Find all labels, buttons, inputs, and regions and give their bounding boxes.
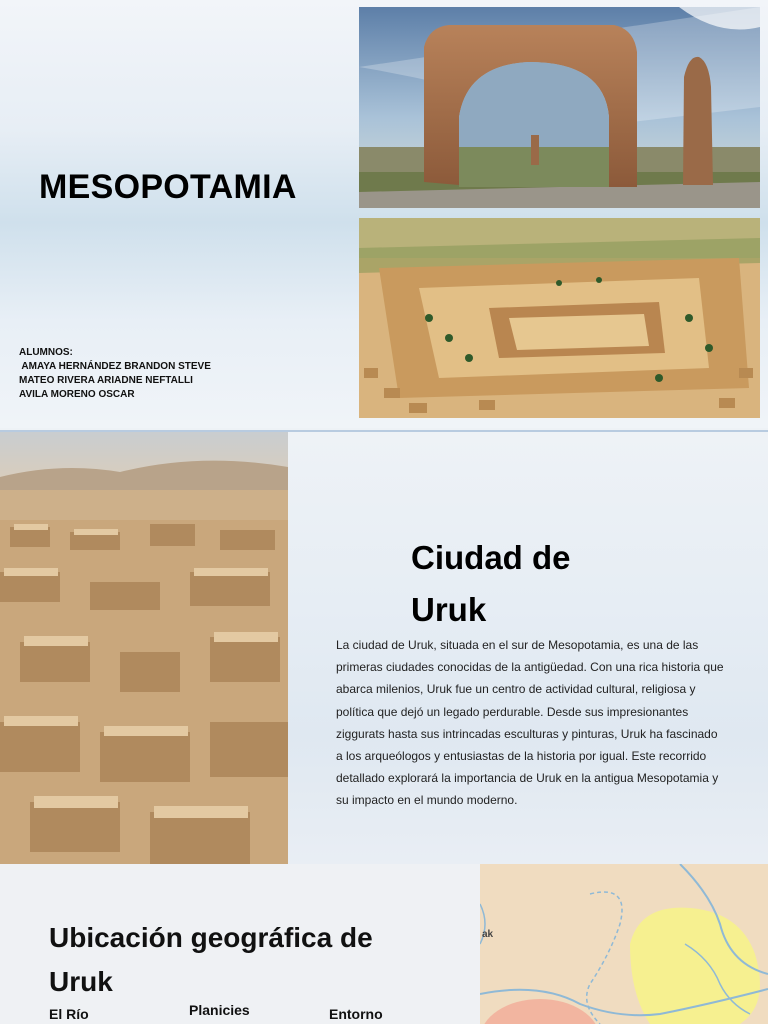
student-name: AVILA MORENO OSCAR xyxy=(19,389,135,400)
location-slide xyxy=(0,864,768,1024)
students-list xyxy=(19,346,211,402)
ancient-arch-photo xyxy=(359,7,760,208)
column-heading-river: El Río xyxy=(49,1006,89,1022)
column-heading-environment: Entorno xyxy=(329,1006,383,1022)
slide-body-text: La ciudad de Uruk, situada en el sur de Mesopotamia, es una de las primeras ciudades conocidas de la antigüedad. Con una rica historia que abarca milenios, Uruk fue un centro de actividad cultural, religiosa y política que dejó un legado perdurable. Desde sus impresionantes ziggurats hasta sus intrincadas esculturas y pinturas, Uruk ha fascinado a los arqueólogos y entusiastas de la historia por igual. Este recorrido detallado explorará la importancia de Uruk en la antigua Mesopotamia y su impacto en el mundo moderno. xyxy=(336,638,724,808)
title-line: Ubicación geográfica de xyxy=(49,922,373,953)
title-line: Uruk xyxy=(49,966,113,997)
uruk-location-map xyxy=(480,864,768,1024)
slide-title xyxy=(411,532,641,636)
slide-title xyxy=(49,916,429,1004)
student-name: MATEO RIVERA ARIADNE NEFTALLI xyxy=(19,375,193,386)
title-line: Uruk xyxy=(411,591,487,628)
title-slide xyxy=(0,0,768,428)
title-line: Ciudad de xyxy=(411,539,571,576)
students-heading: ALUMNOS: xyxy=(19,347,73,358)
column-heading-plains: Planicies xyxy=(189,1002,250,1018)
uruk-ruins-illustration xyxy=(359,218,760,418)
ancient-city-photo xyxy=(0,432,288,866)
student-name: AMAYA HERNÁNDEZ BRANDON STEVE xyxy=(19,361,211,372)
uruk-city-slide xyxy=(0,430,768,866)
map-label: ak xyxy=(482,929,494,940)
presentation-title: MESOPOTAMIA xyxy=(39,168,297,206)
